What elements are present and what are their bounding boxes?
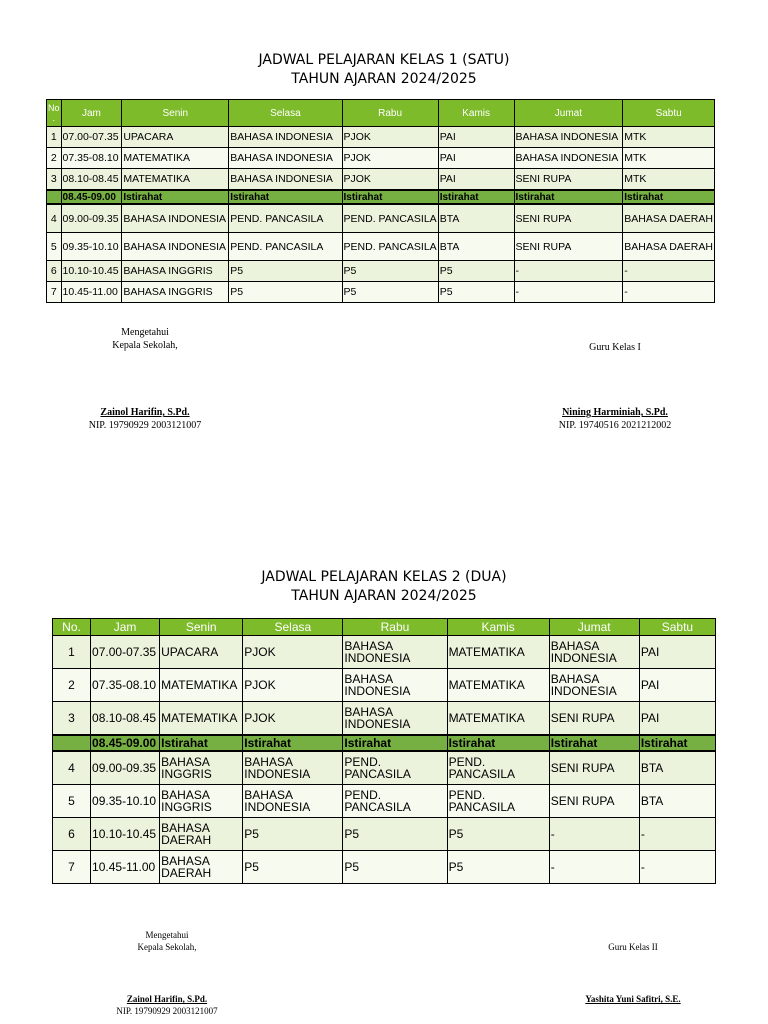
cell-sabtu: Istirahat [623, 190, 715, 204]
signature-principal-name: Zainol Harifin, S.Pd. [126, 994, 208, 1004]
cell-jumat: SENI RUPA [549, 702, 639, 736]
schedule2-title-line2: TAHUN AJARAN 2024/2025 [291, 588, 477, 604]
cell-rabu: Istirahat [342, 190, 438, 204]
cell-no: 2 [53, 669, 91, 702]
cell-selasa: Istirahat [229, 190, 342, 204]
cell-sabtu: MTK [623, 127, 715, 148]
cell-sabtu: MTK [623, 148, 715, 169]
header-jumat: Jumat [514, 100, 623, 127]
cell-kamis: PEND. PANCASILA [447, 751, 549, 785]
cell-jam: 08.45-09.00 [91, 735, 160, 751]
schedule2-header-row [53, 619, 716, 636]
table-row [53, 785, 716, 818]
cell-senin: BAHASA DAERAH [160, 818, 243, 851]
cell-selasa: PJOK [243, 702, 343, 736]
cell-senin: BAHASA INDONESIA [122, 233, 229, 261]
cell-rabu: PEND. PANCASILA [343, 751, 447, 785]
table-row [47, 148, 715, 169]
cell-selasa: PJOK [243, 636, 343, 669]
cell-kamis: PAI [438, 148, 514, 169]
header-jumat: Jumat [549, 619, 639, 636]
cell-senin: MATEMATIKA [122, 169, 229, 191]
cell-jumat: - [514, 282, 623, 303]
schedule1-title [0, 51, 768, 89]
schedule2-signature-right [558, 941, 708, 1005]
cell-selasa: P5 [229, 282, 342, 303]
cell-no: 4 [47, 204, 62, 233]
cell-no: 2 [47, 148, 62, 169]
cell-sabtu: PAI [639, 702, 715, 736]
cell-jam: 07.35-08.10 [91, 669, 160, 702]
cell-senin: MATEMATIKA [122, 148, 229, 169]
cell-rabu: PEND. PANCASILA [342, 233, 438, 261]
cell-selasa: PJOK [243, 669, 343, 702]
table-row [47, 261, 715, 282]
header-kamis: Kamis [438, 100, 514, 127]
cell-jumat: BAHASA INDONESIA [514, 148, 623, 169]
cell-selasa: P5 [229, 261, 342, 282]
cell-rabu: PEND. PANCASILA [343, 785, 447, 818]
signature-teacher-nip: NIP. 19740516 2021212002 [558, 420, 672, 431]
cell-sabtu: PAI [639, 636, 715, 669]
cell-jam: 10.45-11.00 [91, 851, 160, 884]
signature-teacher-name: Yashita Yuni Safitri, S.E. [585, 994, 681, 1004]
cell-sabtu: MTK [623, 169, 715, 191]
cell-jumat: SENI RUPA [514, 169, 623, 191]
cell-senin: Istirahat [122, 190, 229, 204]
table-row [47, 282, 715, 303]
cell-rabu: P5 [342, 261, 438, 282]
cell-sabtu: BTA [639, 785, 715, 818]
cell-rabu: PJOK [342, 169, 438, 191]
schedule1-signature-left [60, 326, 230, 432]
cell-kamis: PAI [438, 169, 514, 191]
header-rabu: Rabu [343, 619, 447, 636]
header-jam: Jam [91, 619, 160, 636]
schedule1-header-row [47, 100, 715, 127]
cell-selasa: BAHASA INDONESIA [243, 751, 343, 785]
cell-rabu: PJOK [342, 148, 438, 169]
table-row [47, 233, 715, 261]
schedule1-signature-right [530, 341, 700, 432]
cell-jumat: SENI RUPA [549, 751, 639, 785]
cell-no [47, 190, 62, 204]
cell-sabtu: BTA [639, 751, 715, 785]
cell-selasa: P5 [243, 818, 343, 851]
cell-selasa: PEND. PANCASILA [229, 204, 342, 233]
cell-senin: MATEMATIKA [160, 702, 243, 736]
header-selasa: Selasa [243, 619, 343, 636]
cell-sabtu: - [623, 261, 715, 282]
cell-senin: BAHASA INGGRIS [160, 785, 243, 818]
cell-sabtu: Istirahat [639, 735, 715, 751]
break-row [53, 735, 716, 751]
table-row [53, 669, 716, 702]
cell-rabu: BAHASA INDONESIA [343, 702, 447, 736]
signature-acknowledged-label: Mengetahui [145, 930, 189, 940]
cell-senin: BAHASA DAERAH [160, 851, 243, 884]
cell-no: 4 [53, 751, 91, 785]
table-row [47, 169, 715, 191]
cell-sabtu: PAI [639, 669, 715, 702]
cell-jam: 10.45-11.00 [61, 282, 122, 303]
cell-no: 1 [47, 127, 62, 148]
table-row [53, 818, 716, 851]
schedule2-table [52, 618, 716, 884]
header-jam: Jam [61, 100, 122, 127]
cell-kamis: P5 [447, 851, 549, 884]
cell-sabtu: BAHASA DAERAH [623, 233, 715, 261]
cell-senin: BAHASA INGGRIS [122, 261, 229, 282]
schedule2-title [0, 568, 768, 606]
table-row [47, 204, 715, 233]
cell-jam: 10.10-10.45 [61, 261, 122, 282]
cell-no [53, 735, 91, 751]
cell-selasa: BAHASA INDONESIA [229, 127, 342, 148]
cell-no: 5 [47, 233, 62, 261]
cell-selasa: BAHASA INDONESIA [243, 785, 343, 818]
cell-kamis: MATEMATIKA [447, 702, 549, 736]
cell-rabu: BAHASA INDONESIA [343, 669, 447, 702]
cell-kamis: Istirahat [438, 190, 514, 204]
cell-no: 7 [47, 282, 62, 303]
signature-acknowledged-label: Mengetahui [121, 327, 169, 338]
cell-no: 5 [53, 785, 91, 818]
break-row [47, 190, 715, 204]
schedule1-table [46, 99, 715, 303]
cell-senin: UPACARA [122, 127, 229, 148]
header-senin: Senin [122, 100, 229, 127]
cell-no: 6 [47, 261, 62, 282]
cell-selasa: P5 [243, 851, 343, 884]
cell-no: 3 [47, 169, 62, 191]
header-sabtu: Sabtu [639, 619, 715, 636]
cell-kamis: PEND. PANCASILA [447, 785, 549, 818]
cell-kamis: MATEMATIKA [447, 636, 549, 669]
cell-senin: BAHASA INDONESIA [122, 204, 229, 233]
cell-kamis: PAI [438, 127, 514, 148]
cell-selasa: BAHASA INDONESIA [229, 169, 342, 191]
cell-jam: 09.00-09.35 [61, 204, 122, 233]
cell-senin: BAHASA INGGRIS [160, 751, 243, 785]
header-sabtu: Sabtu [623, 100, 715, 127]
schedule1-title-line1: JADWAL PELAJARAN KELAS 1 (SATU) [258, 52, 510, 68]
table-row [53, 751, 716, 785]
cell-no: 6 [53, 818, 91, 851]
cell-jam: 08.10-08.45 [91, 702, 160, 736]
cell-jumat: SENI RUPA [514, 233, 623, 261]
cell-kamis: BTA [438, 204, 514, 233]
cell-jumat: - [514, 261, 623, 282]
cell-sabtu: - [623, 282, 715, 303]
cell-selasa: PEND. PANCASILA [229, 233, 342, 261]
cell-rabu: BAHASA INDONESIA [343, 636, 447, 669]
cell-kamis: P5 [438, 261, 514, 282]
table-row [53, 702, 716, 736]
table-row [47, 127, 715, 148]
header-no: No . [47, 100, 62, 127]
header-senin: Senin [160, 619, 243, 636]
cell-no: 7 [53, 851, 91, 884]
cell-no: 1 [53, 636, 91, 669]
table-row [53, 636, 716, 669]
cell-sabtu: - [639, 818, 715, 851]
cell-jam: 10.10-10.45 [91, 818, 160, 851]
cell-jumat: BAHASA INDONESIA [514, 127, 623, 148]
cell-jam: 09.00-09.35 [91, 751, 160, 785]
table-row [53, 851, 716, 884]
cell-rabu: Istirahat [343, 735, 447, 751]
header-no: No. [53, 619, 91, 636]
cell-jumat: Istirahat [549, 735, 639, 751]
signature-teacher-title: Guru Kelas II [608, 942, 658, 952]
cell-senin: UPACARA [160, 636, 243, 669]
cell-no: 3 [53, 702, 91, 736]
signature-principal-title: Kepala Sekolah, [137, 942, 197, 952]
cell-kamis: BTA [438, 233, 514, 261]
cell-rabu: P5 [343, 818, 447, 851]
cell-jumat: SENI RUPA [549, 785, 639, 818]
cell-jumat: SENI RUPA [514, 204, 623, 233]
cell-jam: 07.00-07.35 [61, 127, 122, 148]
cell-jumat: BAHASA INDONESIA [549, 636, 639, 669]
cell-sabtu: - [639, 851, 715, 884]
cell-jumat: - [549, 818, 639, 851]
cell-jam: 07.00-07.35 [91, 636, 160, 669]
cell-jam: 09.35-10.10 [61, 233, 122, 261]
cell-jam: 07.35-08.10 [61, 148, 122, 169]
cell-jam: 09.35-10.10 [91, 785, 160, 818]
cell-rabu: P5 [343, 851, 447, 884]
schedule2-signature-left [92, 929, 242, 1017]
schedule1-title-line2: TAHUN AJARAN 2024/2025 [291, 71, 477, 87]
signature-principal-name: Zainol Harifin, S.Pd. [100, 407, 190, 418]
signature-principal-title: Kepala Sekolah, [112, 340, 178, 351]
header-selasa: Selasa [229, 100, 342, 127]
header-rabu: Rabu [342, 100, 438, 127]
cell-selasa: Istirahat [243, 735, 343, 751]
cell-jumat: BAHASA INDONESIA [549, 669, 639, 702]
cell-kamis: Istirahat [447, 735, 549, 751]
signature-principal-nip: NIP. 19790929 2003121007 [88, 420, 202, 431]
cell-jam: 08.45-09.00 [61, 190, 122, 204]
cell-senin: BAHASA INGGRIS [122, 282, 229, 303]
cell-jumat: - [549, 851, 639, 884]
cell-kamis: P5 [447, 818, 549, 851]
cell-sabtu: BAHASA DAERAH [623, 204, 715, 233]
cell-rabu: P5 [342, 282, 438, 303]
signature-teacher-name: Nining Harminiah, S.Pd. [562, 407, 668, 418]
cell-selasa: BAHASA INDONESIA [229, 148, 342, 169]
cell-senin: Istirahat [160, 735, 243, 751]
signature-teacher-title: Guru Kelas I [589, 342, 641, 353]
cell-kamis: MATEMATIKA [447, 669, 549, 702]
signature-principal-nip: NIP. 19790929 2003121007 [116, 1006, 218, 1016]
header-kamis: Kamis [447, 619, 549, 636]
cell-jumat: Istirahat [514, 190, 623, 204]
cell-jam: 08.10-08.45 [61, 169, 122, 191]
schedule2-title-line1: JADWAL PELAJARAN KELAS 2 (DUA) [261, 569, 507, 585]
cell-kamis: P5 [438, 282, 514, 303]
cell-rabu: PEND. PANCASILA [342, 204, 438, 233]
cell-senin: MATEMATIKA [160, 669, 243, 702]
cell-rabu: PJOK [342, 127, 438, 148]
